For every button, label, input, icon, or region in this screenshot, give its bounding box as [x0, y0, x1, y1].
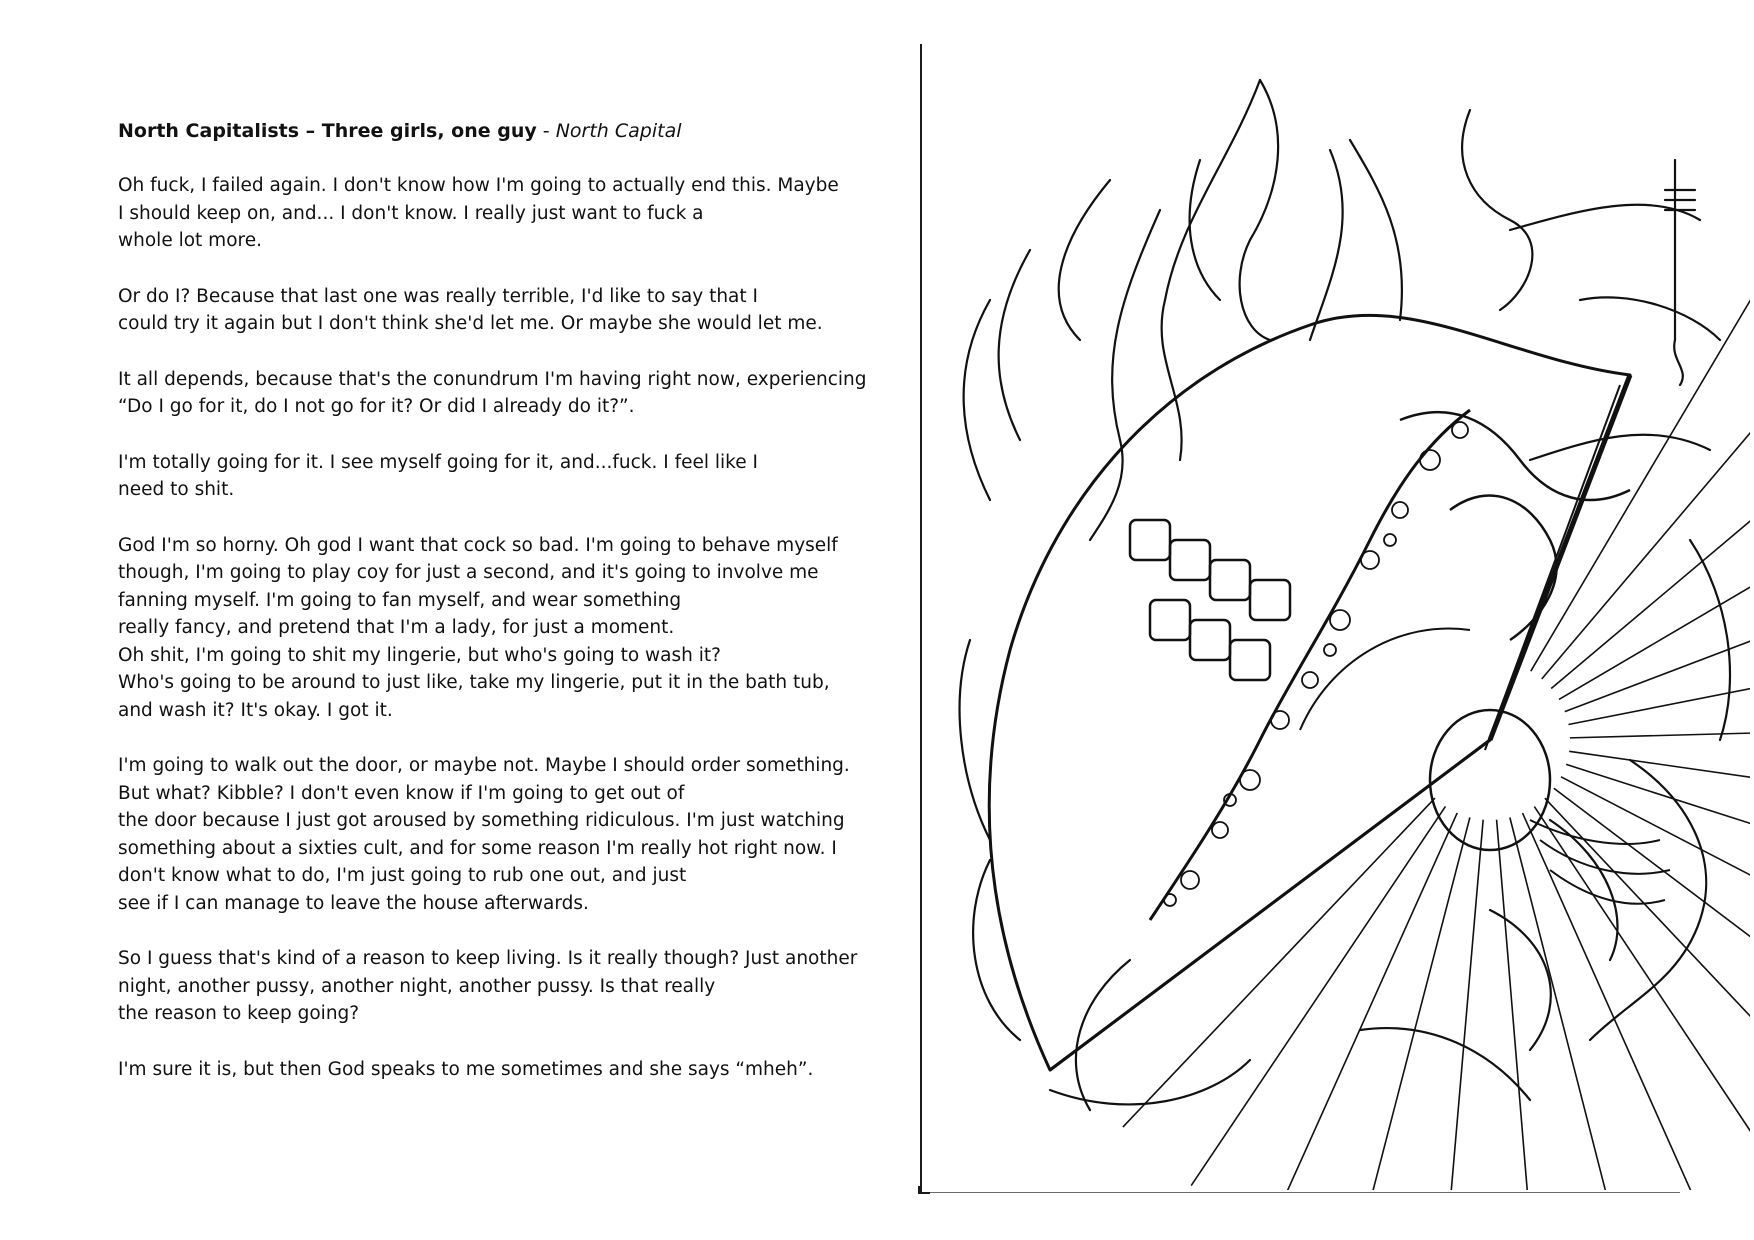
paragraph-4 [118, 449, 918, 504]
fan-illustration [930, 40, 1750, 1190]
text-line: night, another pussy, another night, another pussy. Is that really [118, 975, 716, 997]
page-divider [920, 44, 922, 1194]
text-line: Who's going to be around to just like, take my lingerie, put it in the bath tub, [118, 672, 830, 693]
fan-drawing-icon [930, 40, 1750, 1190]
text-line: I'm going to walk out the door, or maybe not. Maybe I should order something. [118, 755, 850, 776]
paragraph-2 [118, 283, 918, 338]
text-line: the reason to keep going? [118, 1003, 360, 1024]
bottom-rule [920, 1192, 1680, 1193]
text-line: “Do I go for it, do I not go for it? Or did I already do it?”. [118, 396, 635, 417]
text-line: don't know what to do, I'm just going to rub one out, and just [118, 865, 687, 886]
text-line: and wash it? It's okay. I got it. [118, 699, 393, 721]
text-line: I'm sure it is, but then God speaks to me sometimes and she says “mheh”. [118, 1058, 814, 1080]
fan-rib [1565, 576, 1750, 712]
text-line: So I guess that's kind of a reason to keep living. Is it really though? Just another [118, 948, 858, 969]
text-line: Or do I? Because that last one was really terrible, I'd like to say that I [118, 285, 758, 307]
paragraph-6 [118, 752, 918, 917]
text-line: though, I'm going to play coy for just a second, and it's going to involve me [118, 562, 819, 583]
story-title [118, 118, 918, 144]
text-line: whole lot more. [118, 230, 262, 251]
text-line: Oh fuck, I failed again. I don't know how I'm going to actually end this. Maybe [118, 175, 839, 196]
fan-rib [1372, 817, 1470, 1190]
title-separator: - [536, 120, 556, 142]
text-line: fanning myself. I'm going to fan myself, and wear something [118, 589, 682, 611]
paragraph-7 [118, 945, 918, 1028]
fan-lettering-icon [1130, 520, 1290, 680]
text-line: But what? Kibble? I don't even know if I'm going to get out of [118, 782, 685, 804]
text-line: God I'm so horny. Oh god I want that cock so bad. I'm going to behave myself [118, 534, 838, 556]
text-line: need to shit. [118, 479, 235, 500]
fan-rib [1568, 645, 1750, 724]
paragraph-3 [118, 366, 918, 421]
corner-mark [918, 1186, 930, 1194]
text-line: see if I can manage to leave the house afterwards. [118, 892, 589, 914]
fan-rib [1566, 764, 1750, 897]
fan-rib [1283, 813, 1458, 1190]
fan-ribs [1123, 281, 1750, 1190]
fan-rib [1191, 806, 1445, 1185]
text-page [118, 118, 918, 1111]
text-line: something about a sixties cult, and for some reason I'm really hot right now. I [118, 837, 837, 859]
text-line: I should keep on, and... I don't know. I really just want to fuck a [118, 202, 704, 224]
text-line: really fancy, and pretend that I'm a lady, for just a moment. [118, 617, 675, 638]
title-bold: North Capitalists – Three girls, one guy [118, 120, 537, 142]
fan-body [989, 281, 1750, 1190]
text-line: It all depends, because that's the conundrum I'm having right now, experiencing [118, 368, 867, 390]
paragraph-5 [118, 532, 918, 725]
title-italic: North Capital [555, 120, 682, 142]
fan-rib [1534, 807, 1750, 1171]
fan-rib [1561, 777, 1750, 960]
text-line: Oh shit, I'm going to shit my lingerie, but who's going to wash it? [118, 644, 721, 666]
fan-rib [1123, 798, 1435, 1127]
text-line: I'm totally going for it. I see myself going for it, and...fuck. I feel like I [118, 451, 758, 473]
fan-rib [1542, 331, 1750, 679]
text-line: could try it again but I don't think she'd let me. Or maybe she would let me. [118, 313, 823, 334]
paragraph-8 [118, 1056, 918, 1084]
text-line: the door because I just got aroused by something ridiculous. I'm just watching [118, 810, 845, 831]
paragraph-1 [118, 172, 918, 255]
fan-rib [1510, 817, 1621, 1190]
